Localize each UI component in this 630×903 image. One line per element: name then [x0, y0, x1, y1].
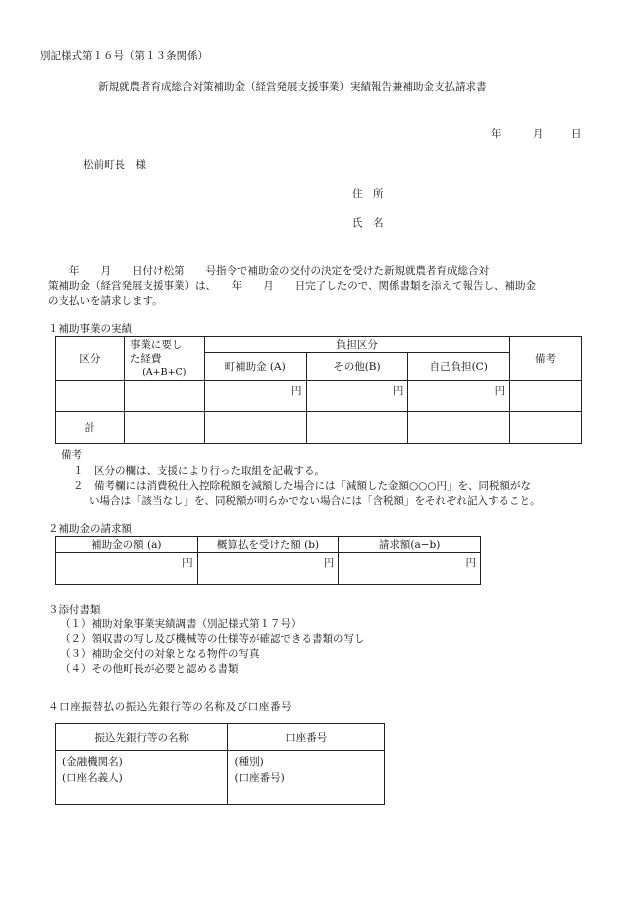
- cell-kubun[interactable]: [56, 381, 125, 412]
- cell-town-unit[interactable]: 円: [204, 381, 306, 412]
- addressee: 松前町長 様: [83, 159, 146, 171]
- name-label: 氏 名: [352, 217, 384, 229]
- header-request-amount: 請求額(a−b): [339, 537, 481, 553]
- section2-heading: ２補助金の請求額: [48, 523, 132, 535]
- bank-name-label: (金融機関名): [62, 756, 123, 768]
- total-self[interactable]: [408, 412, 510, 444]
- cell-subsidy-amount[interactable]: 円: [56, 553, 198, 585]
- account-number-label: (口座番号): [234, 772, 285, 784]
- attachment-item-4: （４）その他町長が必要と認める書類: [60, 663, 239, 675]
- body-line-1: 年 月 日付け松第 号指令で補助金の交付の決定を受けた新規就農者育成総合対: [48, 265, 489, 277]
- header-advance-amount: 概算払を受けた額 (b): [197, 537, 339, 553]
- total-row: [56, 412, 582, 444]
- note-1: １ 区分の欄は、支援により行った取組を記載する。: [73, 465, 325, 477]
- cell-account-info[interactable]: [228, 751, 385, 805]
- section1-heading: １補助事業の実績: [48, 323, 132, 335]
- body-line-3: の支払いを請求します。: [48, 295, 163, 307]
- header-cost-line2: た経費: [129, 352, 162, 365]
- attachment-item-1: （１）補助対象事業実績調書（別記様式第１７号）: [60, 618, 302, 630]
- total-remarks[interactable]: [510, 412, 582, 444]
- results-table: [55, 336, 582, 444]
- notes-label: 備考: [61, 449, 82, 461]
- date-year: 年: [491, 128, 502, 140]
- bank-account-table: [55, 723, 385, 805]
- note-2-line-2: い場合は「該当なし」を、同税額が明らかでない場合には「含税額」をそれぞれ記入すること。: [89, 495, 541, 507]
- header-cost-line1: 事業に要し: [129, 338, 183, 351]
- note-2-line-1: ２ 備考欄には消費税仕入控除税額を減額した場合には「減額した金額○○○円」を、同税額がな: [73, 480, 531, 492]
- cell-cost[interactable]: [124, 381, 204, 412]
- header-bank-name: 振込先銀行等の名称: [56, 724, 228, 751]
- header-remarks: 備考: [510, 337, 582, 381]
- cell-bank-info[interactable]: [56, 751, 228, 805]
- header-account-number: 口座番号: [228, 724, 385, 751]
- document-title: 新規就農者育成総合対策補助金（経営発展支援事業）実績報告兼補助金支払請求書: [98, 81, 487, 93]
- total-cost[interactable]: [124, 412, 204, 444]
- cell-remarks[interactable]: [510, 381, 582, 412]
- total-other[interactable]: [306, 412, 408, 444]
- form-number: 別記様式第１６号（第１３条関係）: [40, 50, 208, 62]
- date-month: 月: [533, 128, 544, 140]
- request-amount-table: [55, 536, 481, 585]
- header-cost-line3: (A+B+C): [142, 366, 187, 378]
- table-row: [56, 381, 582, 412]
- body-line-2: 策補助金（経営発展支援事業）は、 年 月 日完了したので、関係書類を添えて報告し、補助金: [48, 280, 537, 292]
- section3-heading: ３添付書類: [48, 604, 101, 616]
- cell-self-unit[interactable]: 円: [408, 381, 510, 412]
- attachment-item-3: （３）補助金交付の対象となる物件の写真: [60, 648, 260, 660]
- header-self-burden: 自己負担(C): [408, 353, 510, 381]
- cell-other-unit[interactable]: 円: [306, 381, 408, 412]
- header-town-subsidy: 町補助金 (A): [204, 353, 306, 381]
- date-day: 日: [571, 128, 582, 140]
- address-label: 住 所: [352, 188, 384, 200]
- cell-request-amount[interactable]: 円: [339, 553, 481, 585]
- account-type-label: (種別): [234, 756, 264, 768]
- section4-heading: ４口座振替払の振込先銀行等の名称及び口座番号: [48, 701, 293, 713]
- header-burden: 負担区分: [204, 337, 509, 353]
- cell-advance-amount[interactable]: 円: [197, 553, 339, 585]
- total-town[interactable]: [204, 412, 306, 444]
- header-other: その他(B): [306, 353, 408, 381]
- attachment-item-2: （２）領収書の写し及び機械等の仕様等が確認できる書類の写し: [60, 633, 365, 645]
- header-subsidy-amount: 補助金の額 (a): [56, 537, 198, 553]
- header-kubun: 区分: [56, 337, 125, 381]
- total-label: 計: [56, 412, 125, 444]
- account-holder-label: (口座名義人): [62, 772, 123, 784]
- header-cost: [124, 337, 204, 381]
